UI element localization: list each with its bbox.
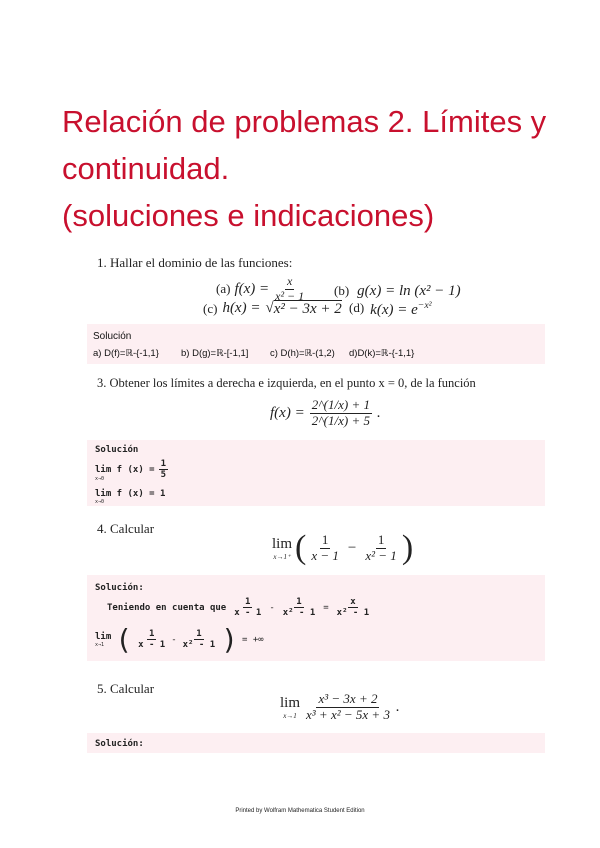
hint-fraction-1-num: 1 [245, 597, 251, 607]
problem-3-period: . [376, 404, 381, 421]
problem-3-fraction [310, 398, 372, 429]
problem-1-item-b [334, 283, 461, 300]
item-d-label: (d) [349, 300, 365, 315]
term-2-denominator: x² − 1 [365, 547, 397, 563]
result-fraction-2-den: x² - 1 [182, 640, 216, 650]
problem-5-statement: 5. Calcular [97, 681, 155, 696]
problem-5-solution-label: Solución: [95, 739, 144, 749]
problem-1-item-d [349, 300, 432, 319]
page-title-line-1: Relación de problemas 2. Límites y [62, 104, 547, 139]
problem-5-solution-box [87, 733, 545, 753]
problem-3-limit-2-subscript: x→0 [95, 499, 105, 505]
problem-5-denominator: x³ + x² − 5x + 3 [306, 706, 390, 722]
hint-equals: = [323, 602, 329, 613]
item-a-label: (a) [216, 281, 231, 297]
result-fraction-1-den: x - 1 [138, 640, 166, 650]
result-lim-subscript: x→1 [95, 641, 105, 648]
limit-1-numerator: 1 [160, 459, 167, 469]
problem-4-result: lim x→1 ( $\frac{1}{x - 1}$ - $\frac{1}{\text{x² - 1}}$ ) = +∞ [95, 623, 264, 656]
hint-fraction-1 [232, 597, 263, 619]
problem-3-limit-2: lim f (x) = 1 [95, 489, 166, 499]
page-title-line-3: (soluciones e indicaciones) [62, 198, 435, 233]
item-c-label: (c) [203, 300, 218, 316]
problem-4-hint: Teniendo en cuenta que $\frac{1}{x - 1}$ - $\frac{1}{\text{x² - 1}}$ = $\frac{x}{\text{x² - 1}}$ [107, 597, 370, 619]
problem-4-term-1 [309, 533, 341, 564]
problem-3-statement: 3. Obtener los límites a derecha e izquierda, en el punto x = 0, de la función [97, 376, 476, 390]
item-c-radicand: x² − 3x + 2 [273, 301, 342, 317]
hint-fraction-2-den: x² - 1 [282, 608, 316, 619]
hint-fraction-3-den: x² - 1 [336, 608, 370, 619]
problem-3-limit-1 [95, 459, 168, 481]
limit-1-text: lim f (x) = [95, 464, 155, 475]
result-fraction-1-num: 1 [148, 628, 155, 639]
problem-4-term-2 [363, 533, 398, 564]
problem-4-statement: 4. Calcular [97, 521, 155, 536]
result-lim: lim [95, 631, 112, 642]
item-c-lhs: h(x) = [222, 300, 261, 317]
right-paren: ) [401, 529, 414, 566]
term-1-denominator: x − 1 [311, 547, 339, 563]
hint-fraction-2-num: 1 [296, 597, 302, 607]
problem-1-solution-box [87, 324, 545, 364]
problem-3-lhs: f(x) = [270, 404, 305, 421]
item-a-lhs: f(x) = [234, 280, 270, 297]
problem-5-expression [280, 692, 400, 723]
sqrt-symbol: √ [265, 300, 274, 317]
hint-fraction-2 [281, 597, 318, 619]
result-fraction-2-num: 1 [196, 628, 202, 639]
result-fraction-1 [136, 629, 167, 651]
item-b-expression: g(x) = ln (x² − 1) [357, 283, 461, 299]
problem-1-answer-a: a) D(f)=ℝ-{-1,1} [93, 348, 159, 359]
term-2-numerator: 1 [377, 531, 385, 547]
limit-1-denominator: 5 [160, 470, 167, 481]
problem-1-item-c [203, 300, 342, 318]
problem-3-denominator: 2^(1/x) + 5 [311, 412, 370, 428]
problem-1-answer-b: b) D(g)=ℝ-[-1,1] [181, 348, 249, 359]
problem-3-function [270, 398, 381, 429]
problem-3-limit-1-subscript: x→0 [95, 476, 105, 482]
result-value: = +∞ [242, 634, 264, 645]
item-d-expression: k(x) = e [370, 302, 418, 318]
item-d-exponent: −x² [417, 300, 432, 311]
problem-1-solution-label: Solución [93, 331, 132, 342]
problem-1-statement: 1. Hallar el dominio de las funciones: [97, 255, 293, 270]
problem-4-solution-box [87, 575, 545, 661]
problem-5-numerator: x³ − 3x + 2 [318, 691, 378, 706]
problem-1-answer-c: c) D(h)=ℝ-(1,2) [270, 348, 335, 359]
problem-5-period: . [395, 698, 400, 715]
hint-fraction-3 [335, 597, 372, 619]
problem-5-lim: lim [280, 694, 301, 711]
problem-3-solution-label: Solución [95, 445, 139, 455]
problem-5-lim-subscript: x→1 [283, 711, 297, 720]
term-1-numerator: 1 [321, 531, 329, 547]
problem-3-solution-box [87, 440, 545, 506]
hint-fraction-1-den: x - 1 [234, 608, 262, 619]
problem-4-minus: − [347, 539, 357, 556]
print-footer: Printed by Wolfram Mathematica Student Edition [235, 808, 365, 814]
hint-text: Teniendo en cuenta que [107, 602, 227, 613]
page-title-line-2: continuidad. [62, 151, 230, 186]
problem-4-expression [272, 529, 413, 567]
problem-4-lim: lim [272, 535, 293, 552]
problem-4-lim-subscript: x→1⁺ [273, 552, 291, 561]
hint-fraction-3-num: x [350, 597, 356, 607]
problem-5-fraction [304, 692, 392, 723]
item-b-label: (b) [334, 283, 350, 298]
problem-1-answer-d: d)D(k)=ℝ-{-1,1} [349, 348, 415, 359]
item-a-numerator: x [286, 274, 293, 288]
problem-3-numerator: 2^(1/x) + 1 [311, 397, 370, 412]
result-fraction-2 [181, 629, 218, 651]
left-paren: ( [295, 529, 307, 566]
limit-1-fraction [159, 459, 168, 481]
item-a-denominator: x² − 1 [275, 288, 305, 303]
problem-4-solution-label: Solución: [95, 583, 144, 593]
